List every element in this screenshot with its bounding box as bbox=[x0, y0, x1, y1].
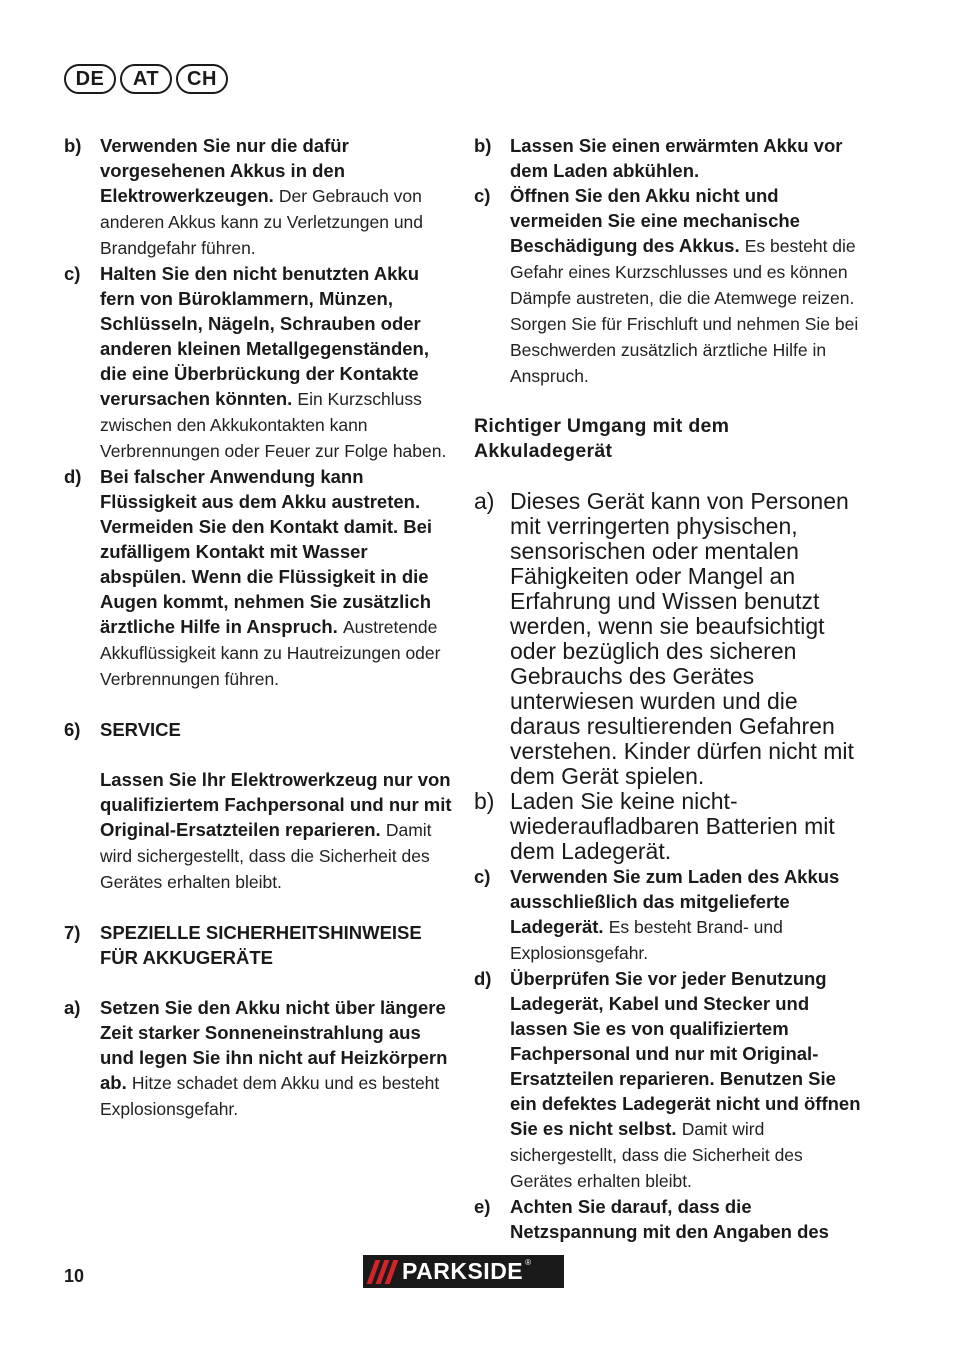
logo-stripes-icon bbox=[371, 1260, 394, 1284]
item-label: a) bbox=[64, 997, 81, 1018]
item-normal-text: Der Gebrauch von anderen Akkus kann zu Verletzungen und Brandgefahr führen. bbox=[100, 186, 424, 258]
item-normal-text: Hitze schadet dem Akku und es besteht Explosionsgefahr. bbox=[100, 1073, 440, 1119]
section-label: 6) bbox=[64, 719, 81, 740]
section-label: 7) bbox=[64, 922, 81, 943]
charger-section-heading: Richtiger Umgang mit dem Akkuladegerät bbox=[474, 415, 730, 462]
item-charger-e bbox=[474, 1194, 866, 1244]
item-bold-text: Halten Sie den nicht benutzten Akku fern von Büroklammern, Münzen, Schlüsseln, Nägeln, Schrauben oder anderen kleinen Metallgegenständen, die eine Überbrückung der Kontakte verursachen könnten. bbox=[100, 263, 429, 409]
item-text: Laden Sie keine nicht-wiederaufladbaren Batterien mit dem Ladegerät. bbox=[510, 788, 835, 864]
item-label: c) bbox=[474, 866, 491, 887]
badge-at: AT bbox=[120, 64, 172, 94]
item-charger-b bbox=[474, 789, 866, 864]
section-6-heading bbox=[64, 717, 456, 742]
item-bold-text: Bei falscher Anwendung kann Flüssigkeit aus dem Akku austreten. Vermeiden Sie den Kontakt damit. Bei zufälligem Kontakt mit Wasser abspülen. Wenn die Flüssigkeit in die Augen kommt, nehmen Sie zusätzlich ärztliche Hilfe in Anspruch. bbox=[100, 466, 433, 637]
item-bold-text: Öffnen Sie den Akku nicht und vermeiden Sie eine mechanische Beschädigung des Akkus. bbox=[510, 185, 800, 256]
item-left-c bbox=[64, 261, 456, 464]
item-bold-text: Verwenden Sie zum Laden des Akkus ausschließlich das mitgelieferte Ladegerät. bbox=[510, 866, 840, 937]
section-7-heading bbox=[64, 920, 456, 970]
item-bold-text: Achten Sie darauf, dass die Netzspannung mit den Angaben des bbox=[510, 1196, 829, 1242]
item-label: b) bbox=[64, 135, 82, 156]
item-charger-d bbox=[474, 966, 866, 1194]
section-title: SERVICE bbox=[100, 719, 181, 740]
item-left-b bbox=[64, 133, 456, 261]
item-bold-text: Setzen Sie den Akku nicht über längere Zeit starker Sonneneinstrahlung aus und legen Sie ihn nicht auf Heizkörpern ab. bbox=[100, 997, 448, 1093]
item-bold-text: Lassen Sie lhr Elektrowerkzeug nur von qualifiziertem Fachpersonal und nur mit Original-Ersatzteilen reparieren. bbox=[100, 769, 452, 840]
section-title: SPEZIELLE SICHERHEITSHINWEISE FÜR AKKUGERÄTE bbox=[100, 922, 422, 968]
item-label: c) bbox=[64, 263, 81, 284]
item-label: d) bbox=[474, 968, 492, 989]
item-left-a bbox=[64, 995, 456, 1122]
item-label: a) bbox=[474, 488, 495, 514]
item-charger-a bbox=[474, 489, 866, 789]
page-number: 10 bbox=[64, 1266, 85, 1286]
item-label: b) bbox=[474, 788, 495, 814]
right-column bbox=[474, 133, 866, 1244]
item-normal-text: Es besteht die Gefahr eines Kurzschlusses und es können Dämpfe austreten, die die Atemwege reizen. Sorgen Sie für Frischluft und nehmen Sie bei Beschwerden zusätzlich ärztliche Hilfe in Anspruch. bbox=[510, 236, 859, 386]
item-left-d bbox=[64, 464, 456, 692]
item-bold-text: Verwenden Sie nur die dafür vorgesehenen Akkus in den Elektrowerkzeugen. bbox=[100, 135, 349, 206]
logo-wordmark: PARKSIDE bbox=[402, 1258, 524, 1284]
language-badges bbox=[64, 64, 228, 94]
item-bold-text: Überprüfen Sie vor jeder Benutzung Ladegerät, Kabel und Stecker und lassen Sie es von qualifiziertem Fachpersonal und nur mit Original-Ersatzteilen reparieren. Benutzen Sie ein defektes Ladegerät nicht und öffnen Sie es nicht selbst. bbox=[510, 968, 861, 1139]
registered-mark: ® bbox=[525, 1258, 532, 1267]
badge-ch: CH bbox=[176, 64, 228, 94]
badge-de: DE bbox=[64, 64, 116, 94]
parkside-logo bbox=[363, 1255, 564, 1288]
section-6-body bbox=[64, 767, 456, 895]
item-right-c bbox=[474, 183, 866, 389]
item-label: c) bbox=[474, 185, 491, 206]
item-normal-text: Es besteht Brand- und Explosionsgefahr. bbox=[510, 917, 783, 963]
item-normal-text: Damit wird sichergestellt, dass die Sicherheit des Gerätes erhalten bleibt. bbox=[510, 1119, 803, 1191]
item-label: e) bbox=[474, 1196, 491, 1217]
item-normal-text: Austretende Akkuflüssigkeit kann zu Hautreizungen oder Verbrennungen führen. bbox=[100, 617, 441, 689]
item-label: d) bbox=[64, 466, 82, 487]
item-charger-c bbox=[474, 864, 866, 966]
item-bold-text: Lassen Sie einen erwärmten Akku vor dem Laden abkühlen. bbox=[510, 135, 843, 181]
item-normal-text: Damit wird sichergestellt, dass die Sicherheit des Gerätes erhalten bleibt. bbox=[100, 820, 432, 892]
item-text: Dieses Gerät kann von Personen mit verringerten physischen, sensorischen oder mentalen Fähigkeiten oder Mangel an Erfahrung und Wissen benutzt werden, wenn sie beaufsichtigt oder bezüglich des sicheren Gebrauchs des Gerätes unterwiesen wurden und die daraus resultierenden Gefahren verstehen. Kinder dürfen nicht mit dem Gerät spielen. bbox=[510, 488, 854, 789]
left-column bbox=[64, 133, 456, 1122]
item-label: b) bbox=[474, 135, 492, 156]
item-right-b bbox=[474, 133, 866, 183]
item-normal-text: Ein Kurzschluss zwischen den Akkukontakten kann Verbrennungen oder Feuer zur Folge haben. bbox=[100, 389, 447, 461]
